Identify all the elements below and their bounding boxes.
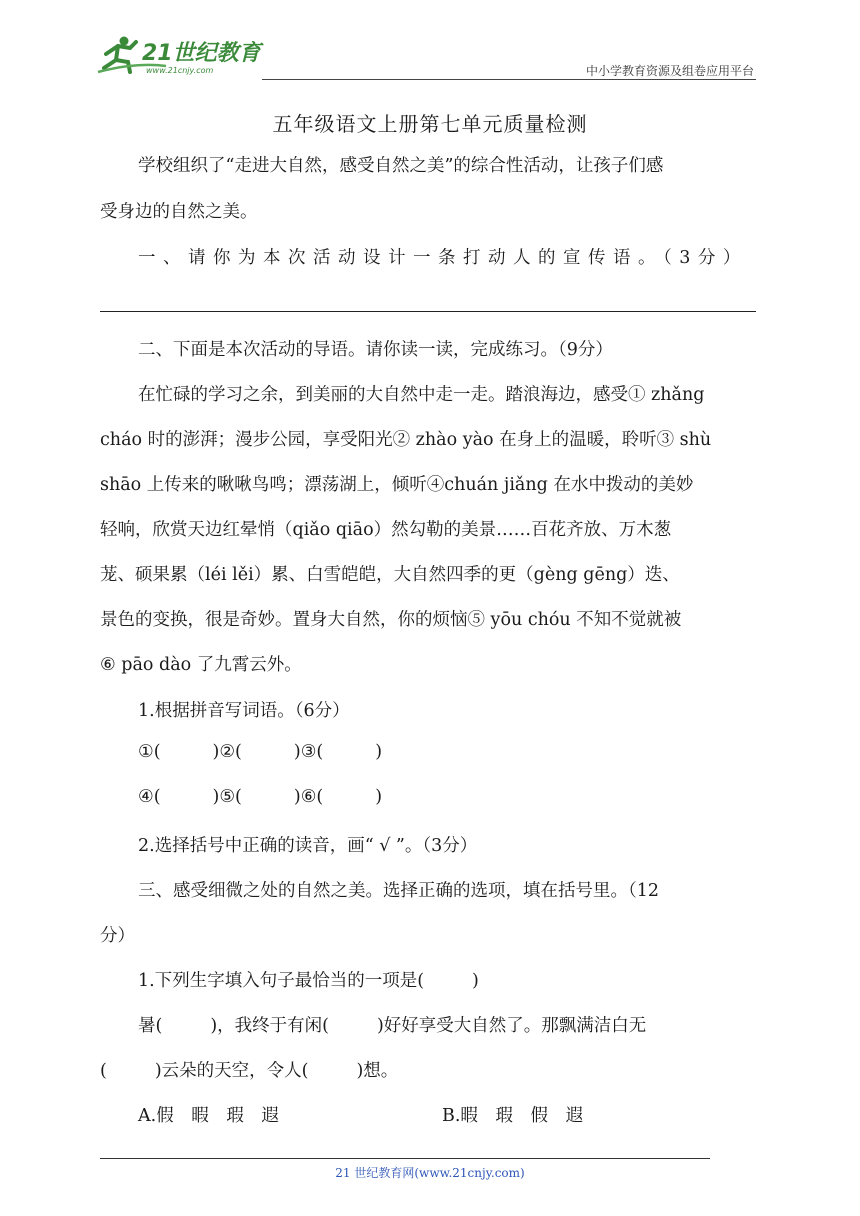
passage-line-3: shāo 上传来的啾啾鸟鸣；漂荡湖上，倾听④chuán jiǎng 在水中拨动的美妙 bbox=[100, 475, 694, 495]
header-tagline: 中小学教育资源及组卷应用平台 bbox=[585, 64, 754, 78]
question-3-title-line-2: 分） bbox=[100, 926, 135, 946]
subquestion-2-1: 1.根据拼音写词语。（6分） bbox=[138, 701, 350, 721]
subquestion-2-2: 2.选择括号中正确的读音，画“ √ ”。（3分） bbox=[138, 836, 478, 856]
logo-runner-icon bbox=[96, 32, 276, 78]
passage-line-2: cháo 时的澎湃；漫步公园，享受阳光② zhào yào 在身上的温暖，聆听③ shù bbox=[100, 430, 712, 450]
intro-line-2: 受身边的自然之美。 bbox=[100, 202, 258, 222]
passage-line-5: 茏、硕果累（léi lěi）累、白雪皑皑，大自然四季的更（gèng gēng）迭、 bbox=[100, 565, 680, 585]
sentence-line-1: 暑( )，我终于有闲( )好好享受大自然了。那飘满洁白无 bbox=[138, 1016, 647, 1036]
passage-line-4: 轻响，欣赏天边红晕悄（qiǎo qiāo）然勾勒的美景……百花齐放、万木葱 bbox=[100, 520, 672, 540]
logo-text: 21世纪教育 bbox=[142, 41, 261, 66]
subquestion-3-1: 1.下列生字填入句子最恰当的一项是( ) bbox=[138, 971, 479, 991]
passage-line-1: 在忙碌的学习之余，到美丽的大自然中走一走。踏浪海边，感受① zhǎng bbox=[138, 385, 705, 405]
page-header bbox=[0, 0, 860, 80]
blank-row-2: ④( )⑤( )⑥( ) bbox=[138, 787, 383, 807]
logo-url: www.21cnjy.com bbox=[146, 66, 214, 75]
answer-line[interactable] bbox=[100, 311, 756, 312]
page-title: 五年级语文上册第七单元质量检测 bbox=[272, 112, 588, 136]
option-a[interactable]: A.假 暇 瑕 遐 bbox=[138, 1106, 279, 1126]
question-3-title-line-1: 三、感受细微之处的自然之美。选择正确的选项，填在括号里。（12 bbox=[138, 881, 660, 901]
question-1: 一、请你为本次活动设计一条打动人的宣传语。（3分） bbox=[138, 248, 748, 268]
blank-row-1: ①( )②( )③( ) bbox=[138, 742, 383, 762]
site-logo[interactable] bbox=[96, 32, 276, 82]
footer-link[interactable]: 21 世纪教育网(www.21cnjy.com) bbox=[335, 1166, 525, 1180]
sentence-line-2: ( )云朵的天空，令人( )想。 bbox=[100, 1061, 399, 1081]
question-2-title: 二、下面是本次活动的导语。请你读一读，完成练习。（9分） bbox=[138, 340, 613, 360]
header-divider bbox=[262, 79, 756, 80]
passage-line-7: ⑥ pāo dào 了九霄云外。 bbox=[100, 655, 302, 675]
passage-line-6: 景色的变换，很是奇妙。置身大自然，你的烦恼⑤ yōu chóu 不知不觉就被 bbox=[100, 610, 682, 630]
intro-line-1: 学校组织了“走进大自然，感受自然之美”的综合性活动，让孩子们感 bbox=[138, 156, 664, 176]
footer-divider bbox=[100, 1158, 710, 1159]
option-b[interactable]: B.暇 瑕 假 遐 bbox=[442, 1106, 584, 1126]
